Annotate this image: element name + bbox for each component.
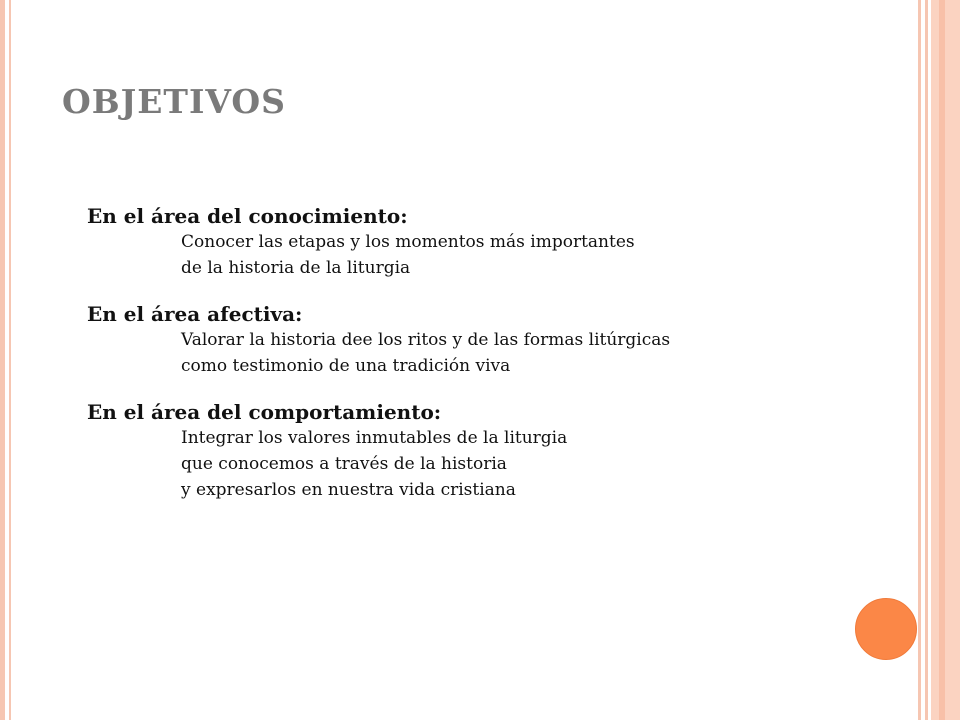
section-behavior xyxy=(87,399,847,503)
objectives-content xyxy=(87,203,847,523)
section-heading: En el área del conocimiento: xyxy=(87,204,408,228)
left-border-inner-line xyxy=(9,0,11,720)
section-affective xyxy=(87,301,847,379)
left-border-decoration xyxy=(0,0,5,720)
right-border-band-stripe xyxy=(939,0,945,720)
section-heading: En el área afectiva: xyxy=(87,302,303,326)
section-text-line: Integrar los valores inmutables de la liturgia xyxy=(181,428,568,448)
section-heading: En el área del comportamiento: xyxy=(87,400,442,424)
right-border-band xyxy=(931,0,960,720)
right-border-line-2 xyxy=(925,0,928,720)
section-text-line: de la historia de la liturgia xyxy=(181,258,411,278)
slide-title: OBJETIVOS xyxy=(62,82,286,121)
section-text-line: Conocer las etapas y los momentos más importantes xyxy=(181,232,635,252)
section-text-line: que conocemos a través de la historia xyxy=(181,454,507,474)
section-text-line: Valorar la historia dee los ritos y de las formas litúrgicas xyxy=(181,330,671,350)
orange-circle-decoration xyxy=(855,598,917,660)
section-text-line: como testimonio de una tradición viva xyxy=(181,356,511,376)
right-border-line-1 xyxy=(918,0,921,720)
section-text-line: y expresarlos en nuestra vida cristiana xyxy=(181,480,516,500)
section-knowledge xyxy=(87,203,847,281)
